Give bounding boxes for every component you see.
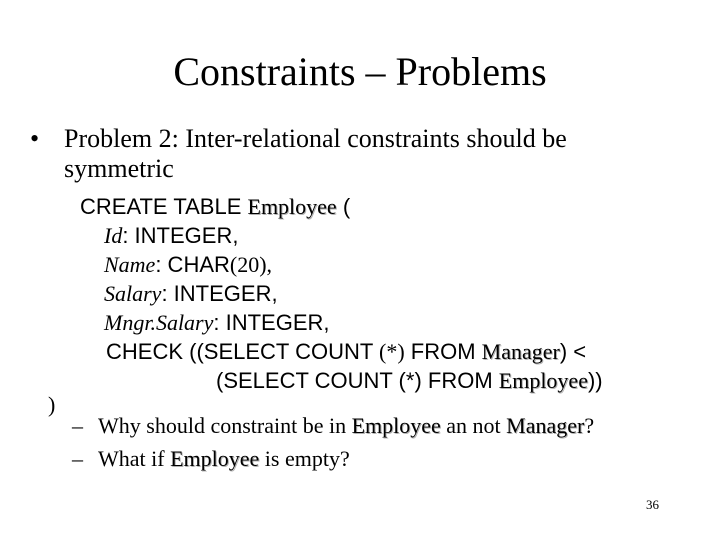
sub-bullet-dash: – bbox=[72, 446, 83, 471]
bullet-text-1: : Inter-relational constraints should be bbox=[171, 124, 567, 153]
sub-bullet-2 bbox=[72, 446, 350, 472]
page-number: 36 bbox=[646, 497, 659, 512]
bullet-label: Problem 2 bbox=[64, 124, 172, 153]
sub-bullet-text: ? bbox=[584, 413, 595, 438]
field-name-mngr-salary: Mngr.Salary bbox=[104, 310, 214, 335]
check-start: CHECK ((SELECT COUNT bbox=[106, 339, 380, 364]
field-type-id: : INTEGER, bbox=[122, 223, 239, 248]
bullet-line-1 bbox=[64, 124, 567, 154]
field-size-name: (20), bbox=[229, 252, 273, 277]
field-type-salary: : INTEGER, bbox=[161, 281, 278, 306]
code-line-check bbox=[106, 339, 586, 365]
sub-bullet-text: an not bbox=[440, 413, 507, 438]
sub-bullet-dash: – bbox=[72, 413, 83, 438]
field-name-name: Name bbox=[104, 252, 156, 277]
sub-bullet-text: Manager bbox=[506, 413, 585, 438]
check-end: ) < bbox=[559, 339, 587, 364]
sub-bullet-text: What if bbox=[98, 446, 171, 471]
code-line-select bbox=[216, 368, 603, 394]
code-close-paren: ) bbox=[48, 392, 56, 417]
code-line-mngr-salary bbox=[104, 310, 330, 336]
code-line-name bbox=[104, 252, 272, 278]
code-line-salary bbox=[104, 281, 278, 307]
sub-bullet-1 bbox=[72, 413, 594, 439]
field-type-mngr-salary: : INTEGER, bbox=[213, 310, 330, 335]
sub-bullet-text: is empty? bbox=[259, 446, 350, 471]
sub-bullet-text: Employee bbox=[170, 446, 260, 471]
table-name-manager: Manager bbox=[481, 339, 560, 364]
check-star: (*) bbox=[379, 339, 405, 364]
table-name-employee-2: Employee bbox=[498, 368, 588, 393]
bullet-line-2: symmetric bbox=[64, 154, 174, 183]
field-name-id: Id bbox=[104, 223, 123, 248]
code-keyword: CREATE TABLE bbox=[80, 194, 248, 219]
field-type-name: : CHAR bbox=[155, 252, 230, 277]
bullet-marker: • bbox=[30, 124, 40, 153]
sub-bullet-text: Why should constraint be in bbox=[98, 413, 352, 438]
slide-title: Constraints – Problems bbox=[173, 49, 547, 94]
code-open-paren: ( bbox=[336, 194, 351, 219]
table-name-employee: Employee bbox=[247, 194, 337, 219]
code-line-id bbox=[104, 223, 238, 249]
code-line-create bbox=[80, 194, 350, 220]
sub-bullet-text: Employee bbox=[351, 413, 441, 438]
select-end: )) bbox=[587, 368, 603, 393]
select-start: (SELECT COUNT (*) FROM bbox=[216, 368, 499, 393]
check-from: FROM bbox=[404, 339, 482, 364]
field-name-salary: Salary bbox=[104, 281, 162, 306]
